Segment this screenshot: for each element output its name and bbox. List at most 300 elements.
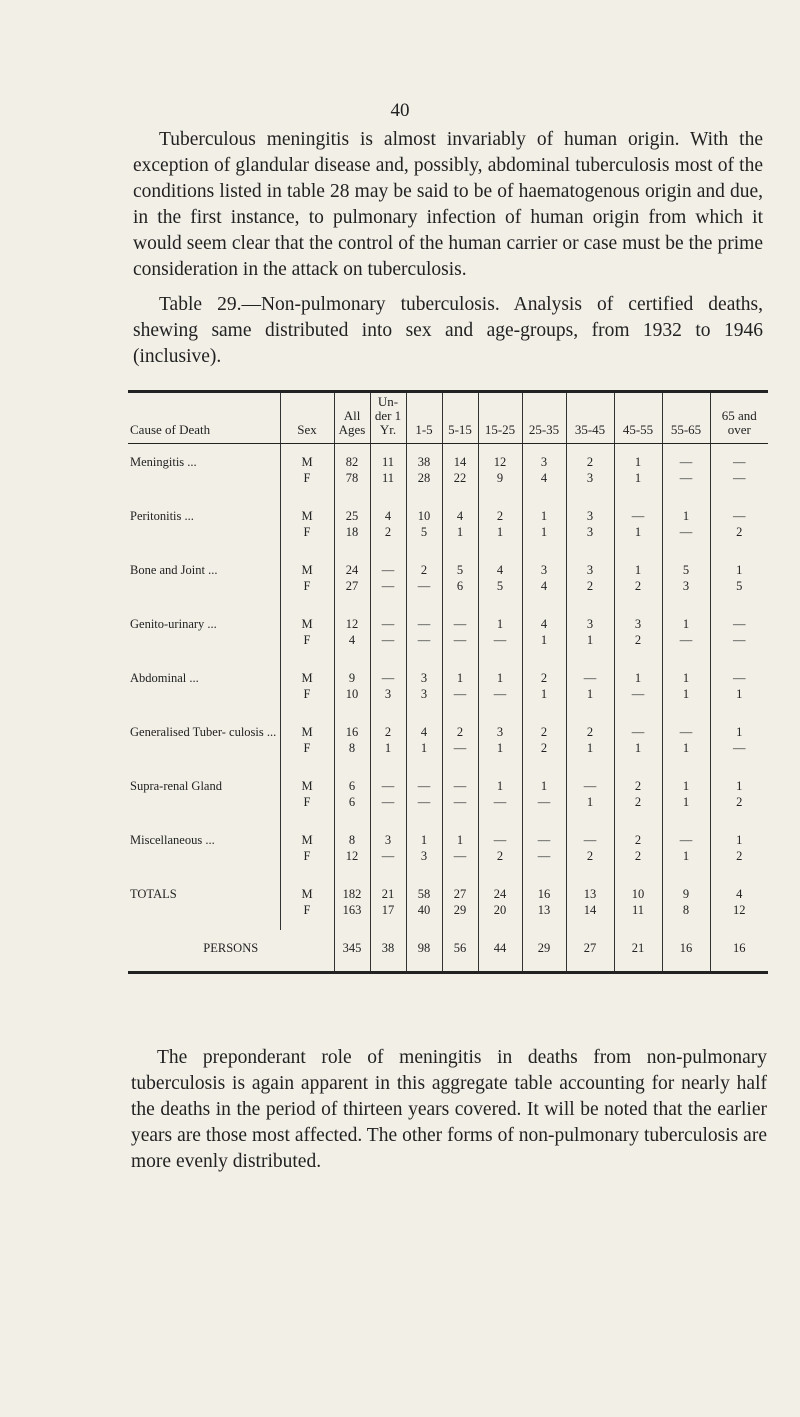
count-value: 1 [736,687,743,701]
count-value: — [453,617,467,631]
value-cell [522,822,566,876]
cause-of-death-cell: Genito-urinary ... [130,617,217,631]
count-value: 12 [493,455,507,469]
value-cell [442,660,478,714]
persons-value: 56 [442,930,478,971]
value-cell [662,606,710,660]
count-value: — [733,617,746,631]
value-cell [334,552,370,606]
count-value: 4 [540,579,548,593]
count-value: 10 [631,887,645,901]
count-value: — [417,633,431,647]
cause-of-death-cell: Meningitis ... [130,455,197,469]
value-cell [442,498,478,552]
value-cell [406,660,442,714]
count-value: 1 [456,833,464,847]
sex-value: M [301,617,313,631]
count-value: — [453,849,467,863]
count-value: — [381,633,395,647]
count-value: 5 [420,525,428,539]
count-value: 5 [456,563,464,577]
header-sex: Sex [280,393,334,444]
value-cell [370,876,406,930]
value-cell [478,714,522,768]
value-cell [710,660,768,714]
count-value: — [631,687,645,701]
value-cell [522,444,566,499]
count-value: 12 [733,903,746,917]
count-value: 10 [345,687,359,701]
value-cell [662,822,710,876]
value-cell [710,768,768,822]
sex-value: M [301,887,313,901]
count-value: — [679,725,693,739]
persons-label: PERSONS [203,941,259,955]
sex-cell [280,606,334,660]
count-value: — [381,579,395,593]
value-cell [334,660,370,714]
count-value: 4 [540,617,548,631]
count-value: — [493,833,507,847]
sex-cell [280,822,334,876]
count-value: 2 [634,579,642,593]
header-55-65: 55-65 [662,393,710,444]
count-value: 2 [736,849,743,863]
table-row [128,714,768,768]
value-cell [442,714,478,768]
value-cell [370,552,406,606]
sex-value: M [301,509,313,523]
sex-cell [280,714,334,768]
count-value: 1 [682,795,690,809]
header-35-45: 35-45 [566,393,614,444]
count-value: 1 [682,617,690,631]
count-value: 8 [348,741,356,755]
sex-value: M [301,455,313,469]
count-value: — [679,833,693,847]
header-1-5: 1-5 [406,393,442,444]
count-value: 1 [384,741,392,755]
count-value: 1 [456,525,464,539]
count-value: 20 [493,903,507,917]
count-value: 1 [736,779,743,793]
sex-value: M [301,779,313,793]
count-value: 29 [453,903,467,917]
count-value: 1 [586,687,594,701]
count-value: 12 [345,617,359,631]
sex-value: F [303,579,311,593]
value-cell [566,444,614,499]
value-cell [406,498,442,552]
sex-value: M [301,671,313,685]
count-value: 2 [540,671,548,685]
count-value: 6 [348,795,356,809]
value-cell [478,822,522,876]
cause-of-death-cell: Generalised Tuber- culosis ... [130,725,277,739]
value-cell [370,714,406,768]
value-cell [442,444,478,499]
sex-value: F [303,741,311,755]
sex-value: F [303,525,311,539]
count-value: 4 [420,725,428,739]
value-cell [710,714,768,768]
table-row [128,660,768,714]
count-value: 2 [586,579,594,593]
value-cell [478,660,522,714]
count-value: 1 [496,617,504,631]
count-value: — [733,741,746,755]
count-value: — [417,779,431,793]
header-cause: Cause of Death [128,393,280,444]
count-value: — [583,671,597,685]
count-value: 5 [736,579,743,593]
count-value: 82 [345,455,359,469]
sex-value: F [303,903,311,917]
sex-value: F [303,687,311,701]
count-value: — [381,563,395,577]
value-cell [566,876,614,930]
count-value: 1 [496,671,504,685]
table-row [128,768,768,822]
table-row [128,498,768,552]
sex-cell [280,498,334,552]
count-value: 3 [420,849,428,863]
count-value: 1 [420,741,428,755]
count-value: 1 [634,671,642,685]
value-cell [370,768,406,822]
count-value: 14 [583,903,597,917]
count-value: 1 [682,671,690,685]
count-value: 1 [634,525,642,539]
count-value: 2 [634,779,642,793]
count-value: — [583,833,597,847]
table-row [128,552,768,606]
count-value: 1 [736,563,743,577]
count-value: 2 [540,725,548,739]
value-cell [662,876,710,930]
count-value: 40 [417,903,431,917]
value-cell [662,714,710,768]
count-value: 10 [417,509,431,523]
count-value: 4 [496,563,504,577]
value-cell [442,822,478,876]
count-value: — [453,779,467,793]
sex-value: F [303,849,311,863]
value-cell [522,552,566,606]
count-value: — [493,687,507,701]
count-value: — [679,633,693,647]
count-value: 3 [384,833,392,847]
sex-cell [280,444,334,499]
value-cell [334,714,370,768]
count-value: 4 [540,471,548,485]
count-value: 24 [345,563,359,577]
count-value: — [679,525,693,539]
count-value: 2 [496,849,504,863]
count-value: 163 [342,903,362,917]
value-cell [442,768,478,822]
count-value: — [453,633,467,647]
table-row [128,876,768,930]
count-value: — [453,687,467,701]
count-value: 8 [348,833,356,847]
count-value: 2 [586,455,594,469]
count-value: — [679,455,693,469]
value-cell [614,768,662,822]
count-value: 2 [634,849,642,863]
count-value: 3 [682,579,690,593]
value-cell [614,660,662,714]
value-cell [334,768,370,822]
value-cell [566,768,614,822]
count-value: 9 [496,471,504,485]
count-value: 24 [493,887,507,901]
count-value: 2 [420,563,428,577]
count-value: 12 [345,849,359,863]
count-value: 5 [496,579,504,593]
count-value: 1 [682,779,690,793]
count-value: 1 [496,525,504,539]
persons-value: 16 [710,930,768,971]
count-value: 3 [384,687,392,701]
count-value: 3 [586,471,594,485]
value-cell [566,552,614,606]
count-value: — [493,633,507,647]
count-value: — [493,795,507,809]
value-cell [406,714,442,768]
header-25-35: 25-35 [522,393,566,444]
count-value: 1 [456,671,464,685]
value-cell [334,444,370,499]
count-value: — [453,795,467,809]
value-cell [406,768,442,822]
value-cell [566,714,614,768]
count-value: 1 [634,455,642,469]
value-cell [478,552,522,606]
count-value: — [453,741,467,755]
table-row [128,606,768,660]
count-value: 1 [540,779,548,793]
count-value: — [537,795,551,809]
count-value: 3 [420,687,428,701]
count-value: — [733,671,746,685]
page-number: 40 [390,100,410,121]
count-value: 3 [586,563,594,577]
value-cell [662,768,710,822]
value-cell [406,822,442,876]
value-cell [442,552,478,606]
sex-cell [280,552,334,606]
count-value: 18 [345,525,359,539]
count-value: 2 [384,525,392,539]
persons-value: 345 [334,930,370,971]
value-cell [710,498,768,552]
count-value: 1 [586,633,594,647]
value-cell [710,822,768,876]
count-value: 13 [583,887,597,901]
count-value: 5 [682,563,690,577]
persons-value: 27 [566,930,614,971]
value-cell [522,498,566,552]
count-value: 21 [381,887,395,901]
count-value: — [381,671,395,685]
count-value: 78 [345,471,359,485]
count-value: 22 [453,471,467,485]
count-value: 1 [682,741,690,755]
count-value: 28 [417,471,431,485]
persons-value: 29 [522,930,566,971]
header-45-55: 45-55 [614,393,662,444]
table-header-row [128,393,768,444]
count-value: 182 [342,887,362,901]
count-value: 3 [420,671,428,685]
count-value: — [417,617,431,631]
value-cell [406,876,442,930]
count-value: — [679,471,693,485]
value-cell [614,498,662,552]
table-row [128,444,768,499]
value-cell [566,822,614,876]
count-value: 2 [736,525,743,539]
cause-of-death-cell: Peritonitis ... [130,509,194,523]
count-value: — [631,509,645,523]
intro-paragraph: Tuberculous meningitis is almost invariably of human origin. With the exception of glandular disease and, possibly, abdominal tuberculosis most of the conditions listed in table 28 may be said to be of haematogenous origin and due, in the first instance, to pulmonary infection of human origin from which it would seem clear that the control of the human carrier or case must be the prime consideration in the attack on tuberculosis. [133,129,763,280]
count-value: 3 [586,525,594,539]
count-value: 3 [496,725,504,739]
count-value: 11 [381,471,395,485]
value-cell [614,552,662,606]
header-15-25: 15-25 [478,393,522,444]
value-cell [334,498,370,552]
count-value: 2 [634,795,642,809]
count-value: 8 [682,903,690,917]
persons-value: 21 [614,930,662,971]
count-value: 2 [586,725,594,739]
value-cell [662,444,710,499]
count-value: 2 [496,509,504,523]
count-value: 14 [453,455,467,469]
value-cell [334,822,370,876]
count-value: 1 [496,779,504,793]
table-bottom-rule [128,971,768,974]
value-cell [614,876,662,930]
value-cell [522,876,566,930]
sex-value: F [303,795,311,809]
value-cell [442,606,478,660]
count-value: 9 [682,887,690,901]
count-value: 11 [631,903,645,917]
count-value: 4 [736,887,743,901]
cause-of-death-cell: Bone and Joint ... [130,563,218,577]
count-value: 3 [586,617,594,631]
count-value: — [733,471,746,485]
count-value: 1 [586,741,594,755]
count-value: — [381,779,395,793]
value-cell [710,552,768,606]
count-value: — [733,455,746,469]
count-value: 2 [634,833,642,847]
header-all-ages: All Ages [334,393,370,444]
sex-cell [280,876,334,930]
count-value: — [417,579,431,593]
value-cell [522,714,566,768]
count-value: 1 [682,509,690,523]
count-value: 1 [736,725,743,739]
value-cell [662,660,710,714]
count-value: 1 [496,741,504,755]
count-value: — [583,779,597,793]
header-5-15: 5-15 [442,393,478,444]
cause-of-death-cell: Supra-renal Gland [130,779,222,793]
sex-value: M [301,833,313,847]
value-cell [334,606,370,660]
header-under-1: Un- der 1 Yr. [370,393,406,444]
sex-value: F [303,471,311,485]
sex-value: F [303,633,311,647]
persons-value: 16 [662,930,710,971]
count-value: 1 [634,741,642,755]
count-value: 1 [540,687,548,701]
value-cell [710,444,768,499]
value-cell [370,606,406,660]
count-value: 13 [537,903,551,917]
persons-row [128,930,768,971]
sex-cell [280,768,334,822]
count-value: — [537,833,551,847]
cause-of-death-cell: TOTALS [130,887,177,901]
value-cell [334,876,370,930]
count-value: 3 [634,617,642,631]
count-value: 3 [586,509,594,523]
value-cell [478,606,522,660]
sex-value: M [301,725,313,739]
value-cell [406,606,442,660]
count-value: 1 [586,795,594,809]
value-cell [614,606,662,660]
count-value: — [733,509,746,523]
count-value: 27 [453,887,467,901]
count-value: 1 [634,471,642,485]
count-value: — [381,617,395,631]
value-cell [662,498,710,552]
value-cell [478,876,522,930]
value-cell [406,552,442,606]
count-value: 2 [586,849,594,863]
count-value: 1 [682,849,690,863]
count-value: 1 [736,833,743,847]
count-value: — [381,795,395,809]
value-cell [614,714,662,768]
value-cell [566,660,614,714]
sex-value: M [301,563,313,577]
value-cell [478,498,522,552]
value-cell [478,768,522,822]
value-cell [370,444,406,499]
count-value: 2 [634,633,642,647]
header-65-over: 65 and over [710,393,768,444]
count-value: 38 [417,455,431,469]
value-cell [614,444,662,499]
table-row [128,822,768,876]
count-value: 1 [540,633,548,647]
count-value: — [733,633,746,647]
table-caption: Table 29.—Non-pulmonary tuberculosis. Analysis of certified deaths, shewing same distributed into sex and age-groups, from 1932 to 1946 (inclusive). [133,294,763,367]
count-value: 2 [456,725,464,739]
count-value: — [631,725,645,739]
persons-value: 44 [478,930,522,971]
count-value: 2 [384,725,392,739]
count-value: 4 [456,509,464,523]
